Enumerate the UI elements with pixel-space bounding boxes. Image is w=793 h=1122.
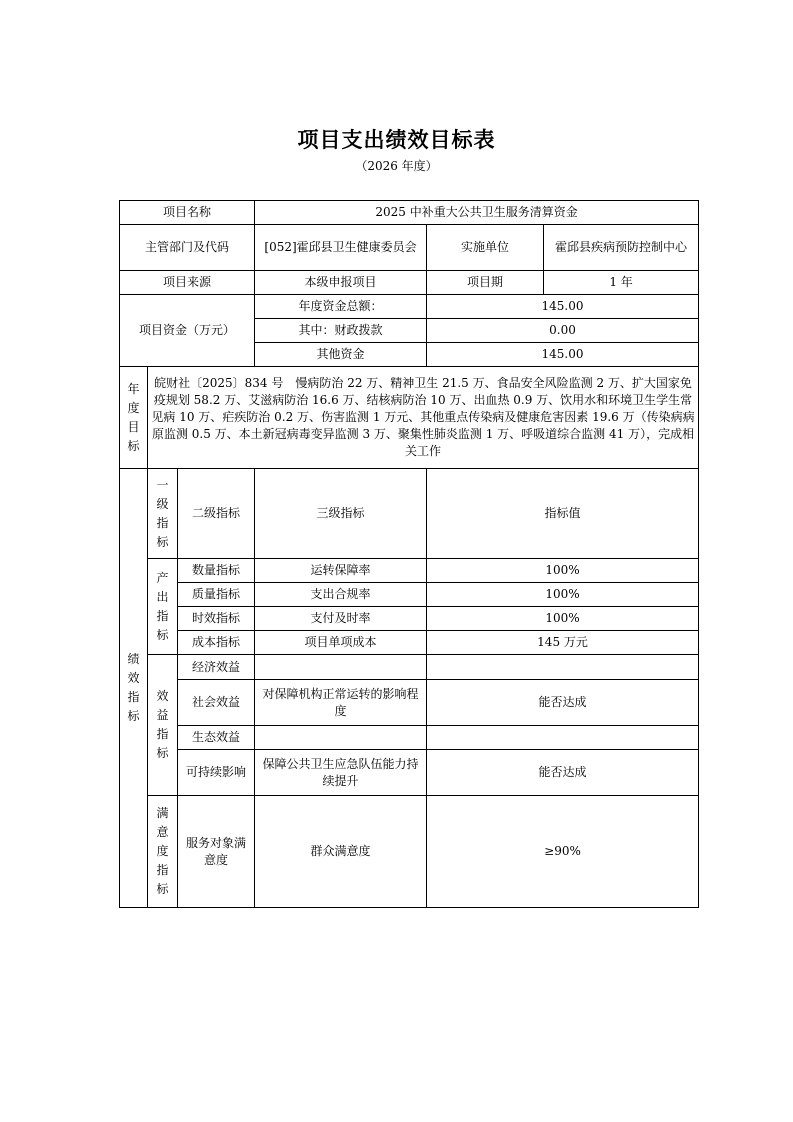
department-value: [052]霍邱县卫生健康委员会	[255, 225, 427, 271]
source-label: 项目来源	[120, 271, 255, 295]
funds-total-label: 年度资金总额：	[255, 295, 427, 319]
benefit-label-cell	[148, 655, 178, 796]
funds-fiscal-label: 其中：财政拨款	[255, 319, 427, 343]
output-label: 产出指标	[156, 570, 169, 642]
benefit-l3: 保障公共卫生应急队伍能力持续提升	[255, 750, 427, 796]
benefit-l2: 社会效益	[178, 680, 255, 726]
performance-target-table	[119, 200, 699, 908]
satisfaction-value: ≥90%	[427, 796, 699, 908]
funds-other-label: 其他资金	[255, 343, 427, 367]
output-label-cell	[148, 559, 178, 655]
page-subtitle: （2026 年度）	[355, 159, 438, 173]
funds-total-value: 145.00	[427, 295, 699, 319]
satisfaction-l2: 服务对象满意度	[178, 796, 255, 908]
output-l3: 项目单项成本	[255, 631, 427, 655]
output-value: 100%	[427, 607, 699, 631]
output-l3: 支付及时率	[255, 607, 427, 631]
page-title: 项目支出绩效目标表	[297, 128, 496, 152]
funds-fiscal-value: 0.00	[427, 319, 699, 343]
benefit-value: 能否达成	[427, 750, 699, 796]
benefit-l2: 经济效益	[178, 655, 255, 680]
objective-label-cell	[120, 367, 148, 469]
perf-label-cell	[120, 469, 148, 908]
output-l2: 成本指标	[178, 631, 255, 655]
funds-other-value: 145.00	[427, 343, 699, 367]
output-value: 145 万元	[427, 631, 699, 655]
level3-header: 三级指标	[255, 469, 427, 559]
objective-label: 年度目标	[127, 381, 140, 453]
benefit-label: 效益指标	[156, 689, 169, 760]
project-name-label: 项目名称	[120, 201, 255, 225]
value-header: 指标值	[427, 469, 699, 559]
satisfaction-l3: 群众满意度	[255, 796, 427, 908]
output-l3: 支出合规率	[255, 583, 427, 607]
implementer-value: 霍邱县疾病预防控制中心	[544, 225, 699, 271]
satisfaction-label: 满意度指标	[156, 806, 169, 896]
period-value: 1 年	[544, 271, 699, 295]
output-l3: 运转保障率	[255, 559, 427, 583]
period-label: 项目期	[427, 271, 544, 295]
output-value: 100%	[427, 559, 699, 583]
benefit-l2: 可持续影响	[178, 750, 255, 796]
benefit-value	[427, 655, 699, 680]
benefit-value: 能否达成	[427, 680, 699, 726]
benefit-l3	[255, 726, 427, 750]
output-l2: 质量指标	[178, 583, 255, 607]
level1-header: 一级指标	[156, 477, 169, 549]
level1-header-cell	[148, 469, 178, 559]
level2-header: 二级指标	[178, 469, 255, 559]
output-l2: 数量指标	[178, 559, 255, 583]
project-name-value: 2025 中补重大公共卫生服务清算资金	[255, 201, 699, 225]
implementer-label: 实施单位	[427, 225, 544, 271]
source-value: 本级申报项目	[255, 271, 427, 295]
satisfaction-label-cell	[148, 796, 178, 908]
benefit-l2: 生态效益	[178, 726, 255, 750]
funds-label: 项目资金（万元）	[120, 295, 255, 367]
benefit-l3: 对保障机构正常运转的影响程度	[255, 680, 427, 726]
perf-label: 绩效指标	[127, 652, 140, 723]
benefit-value	[427, 726, 699, 750]
benefit-l3	[255, 655, 427, 680]
department-label: 主管部门及代码	[120, 225, 255, 271]
output-value: 100%	[427, 583, 699, 607]
output-l2: 时效指标	[178, 607, 255, 631]
objective-text: 皖财社〔2025〕834 号 慢病防治 22 万、精神卫生 21.5 万、食品安全风险监测 2 万、扩大国家免疫规划 58.2 万、艾滋病防治 16.6 万、结核病防治 10 万、出血热 0.9 万、饮用水和环境卫生学生常见病 10 万、疟疾防治 0.2 万、伤害监测 1 万元、其他重点传染病及健康危害因素 19.6 万（传染病病原监测 0.5 万、本土新冠病毒变异监测 3 万、聚集性肺炎监测 1 万、呼吸道综合监测 41 万），完成相关工作	[148, 367, 699, 469]
